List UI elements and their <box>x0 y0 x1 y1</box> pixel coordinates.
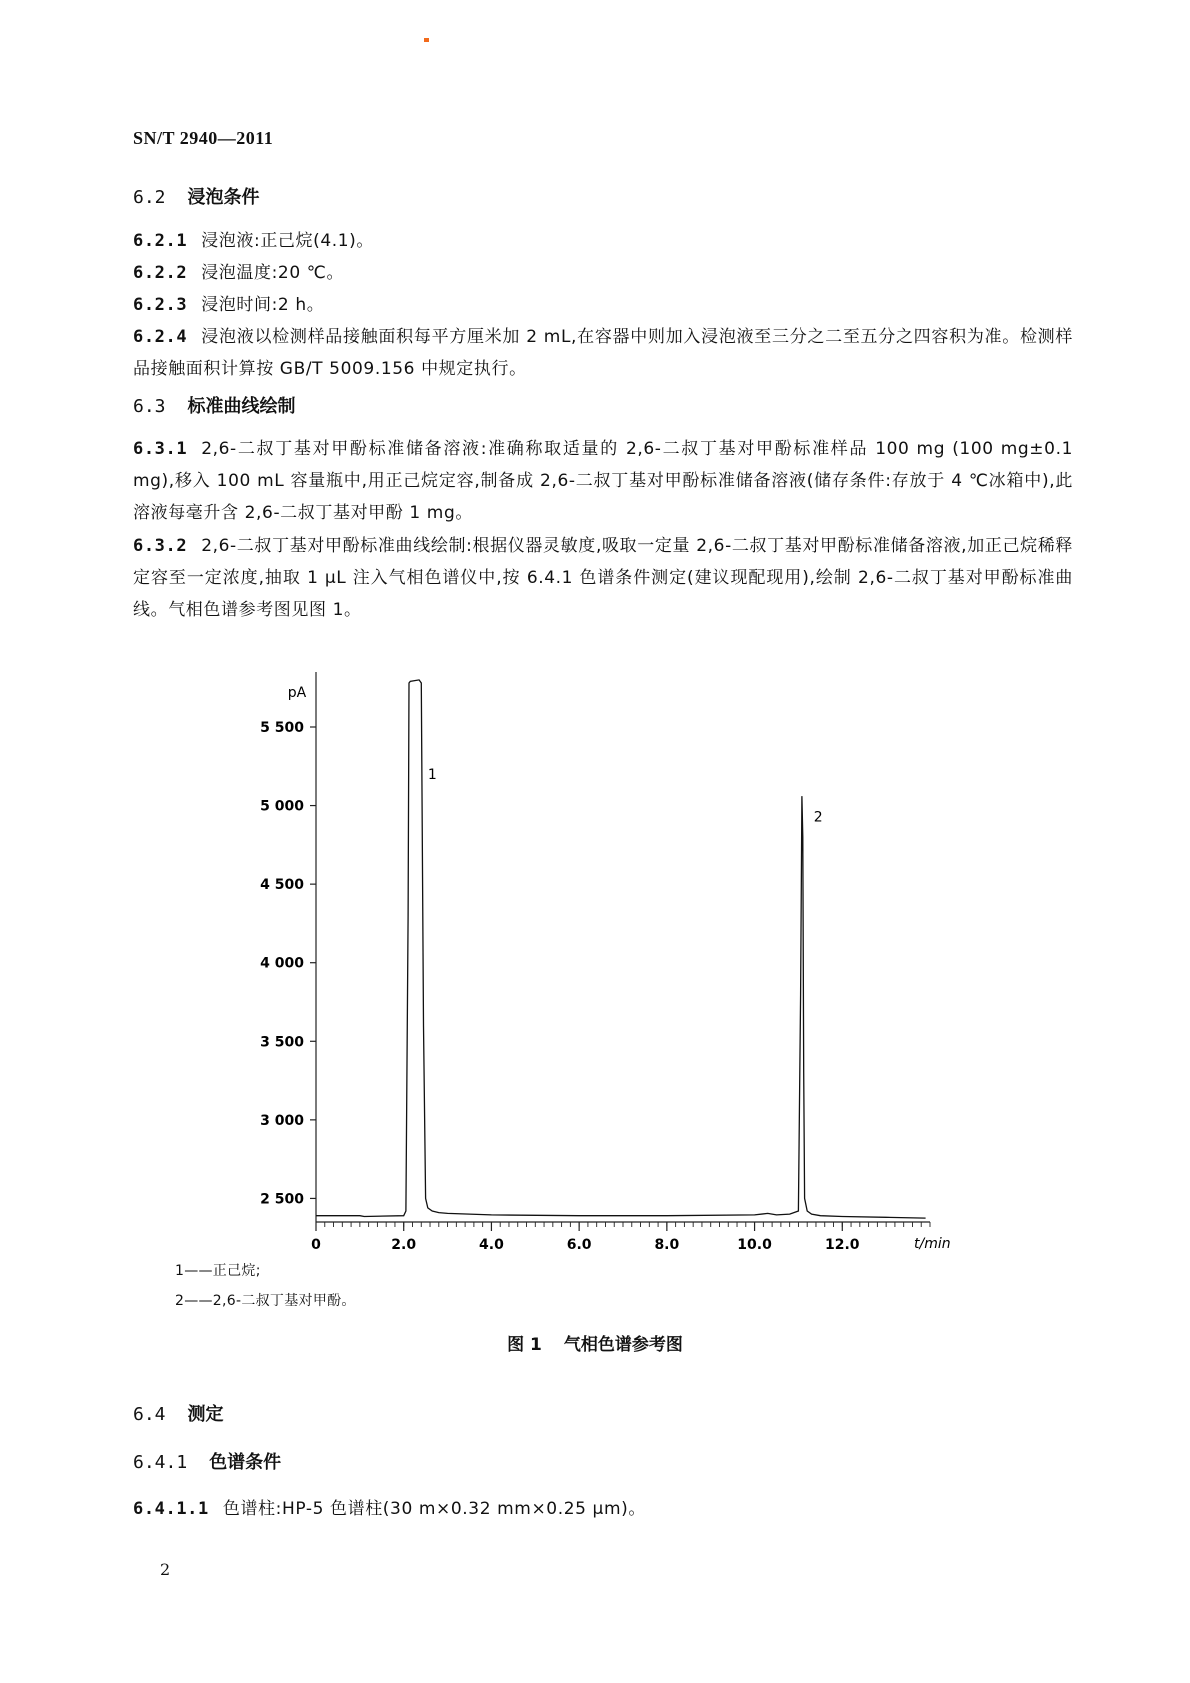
heading-title: 测定 <box>187 1404 224 1425</box>
clause-number: 6.4.1.1 <box>133 1499 209 1519</box>
x-tick-label: 6.0 <box>566 1237 592 1253</box>
peak-label: 2 <box>813 809 823 826</box>
clause-text: 浸泡温度:20 ℃。 <box>201 263 345 283</box>
heading-number: 6.2 <box>133 187 166 208</box>
x-tick-label: 10.0 <box>737 1237 772 1253</box>
clause-text: 浸泡液以检测样品接触面积每平方厘米加 2 mL,在容器中则加入浸泡液至三分之二至五分之四容积为准。检测样品接触面积计算按 GB/T 5009.156 中规定执行。 <box>133 327 1073 379</box>
standard-code: SN/T 2940—2011 <box>133 128 274 148</box>
clause-text: 色谱柱:HP-5 色谱柱(30 m×0.32 mm×0.25 μm)。 <box>222 1499 646 1519</box>
x-tick-label: 8.0 <box>654 1237 680 1253</box>
x-tick-label: 4.0 <box>479 1237 504 1253</box>
y-tick-label: 3 500 <box>260 1034 304 1051</box>
clause-text: 浸泡时间:2 h。 <box>201 295 325 315</box>
figure-title: 气相色谱参考图 <box>563 1335 683 1355</box>
y-tick-label: 4 000 <box>260 955 304 972</box>
x-axis-label: t/min <box>914 1236 951 1252</box>
heading-number: 6.3 <box>133 396 166 417</box>
clause-text: 浸泡液:正己烷(4.1)。 <box>201 231 375 251</box>
clause-text: 2,6-二叔丁基对甲酚标准储备溶液:准确称取适量的 2,6-二叔丁基对甲酚标准样品 100 mg (100 mg±0.1 mg),移入 100 mL 容量瓶中,用正己烷定容,制备成 2,6-二叔丁基对甲酚标准储备溶液(储存条件:存放于 4 ℃冰箱中),此溶液每毫升含 2,6-二叔丁基对甲酚 1 mg。 <box>133 439 1073 523</box>
clause-6-4-1-1 <box>133 1493 1073 1525</box>
y-tick-label: 5 500 <box>260 720 304 736</box>
legend-item-2: 2——2,6-二叔丁基对甲酚。 <box>175 1293 356 1309</box>
legend-item-1: 1——正己烷; <box>175 1263 261 1279</box>
x-tick-label: 12.0 <box>825 1237 860 1253</box>
figure-caption <box>0 1330 1190 1355</box>
heading-title: 标准曲线绘制 <box>187 396 296 417</box>
heading-number: 6.4.1 <box>133 1452 188 1473</box>
heading-number: 6.4 <box>133 1404 166 1425</box>
heading-title: 浸泡条件 <box>187 187 260 208</box>
clause-number: 6.2.3 <box>133 295 188 315</box>
heading-6-4-1 <box>133 1448 281 1474</box>
x-tick-label: 2.0 <box>391 1237 417 1253</box>
x-tick-label: 0 <box>311 1237 321 1253</box>
clause-number: 6.3.2 <box>133 536 188 556</box>
chromatogram-trace <box>316 680 926 1218</box>
y-tick-label: 4 500 <box>260 877 304 894</box>
peak-label: 1 <box>427 766 437 783</box>
figure-number: 图 1 <box>507 1335 542 1355</box>
clause-number: 6.2.4 <box>133 327 188 347</box>
y-tick-label: 3 000 <box>260 1112 304 1129</box>
heading-6-4 <box>133 1400 224 1426</box>
page-number: 2 <box>160 1560 171 1579</box>
y-tick-label: 2 500 <box>260 1191 304 1208</box>
clause-number: 6.3.1 <box>133 439 188 459</box>
clause-number: 6.2.2 <box>133 263 188 283</box>
y-tick-label: 5 000 <box>260 798 304 815</box>
y-axis-label: pA <box>287 685 307 701</box>
heading-title: 色谱条件 <box>209 1452 282 1473</box>
clause-number: 6.2.1 <box>133 231 188 251</box>
clause-text: 2,6-二叔丁基对甲酚标准曲线绘制:根据仪器灵敏度,吸取一定量 2,6-二叔丁基对甲酚标准储备溶液,加正己烷稀释定容至一定浓度,抽取 1 μL 注入气相色谱仪中,按 6.4.1 色谱条件测定(建议现配现用),绘制 2,6-二叔丁基对甲酚标准曲线。气相色谱参考图见图 1。 <box>133 536 1073 620</box>
